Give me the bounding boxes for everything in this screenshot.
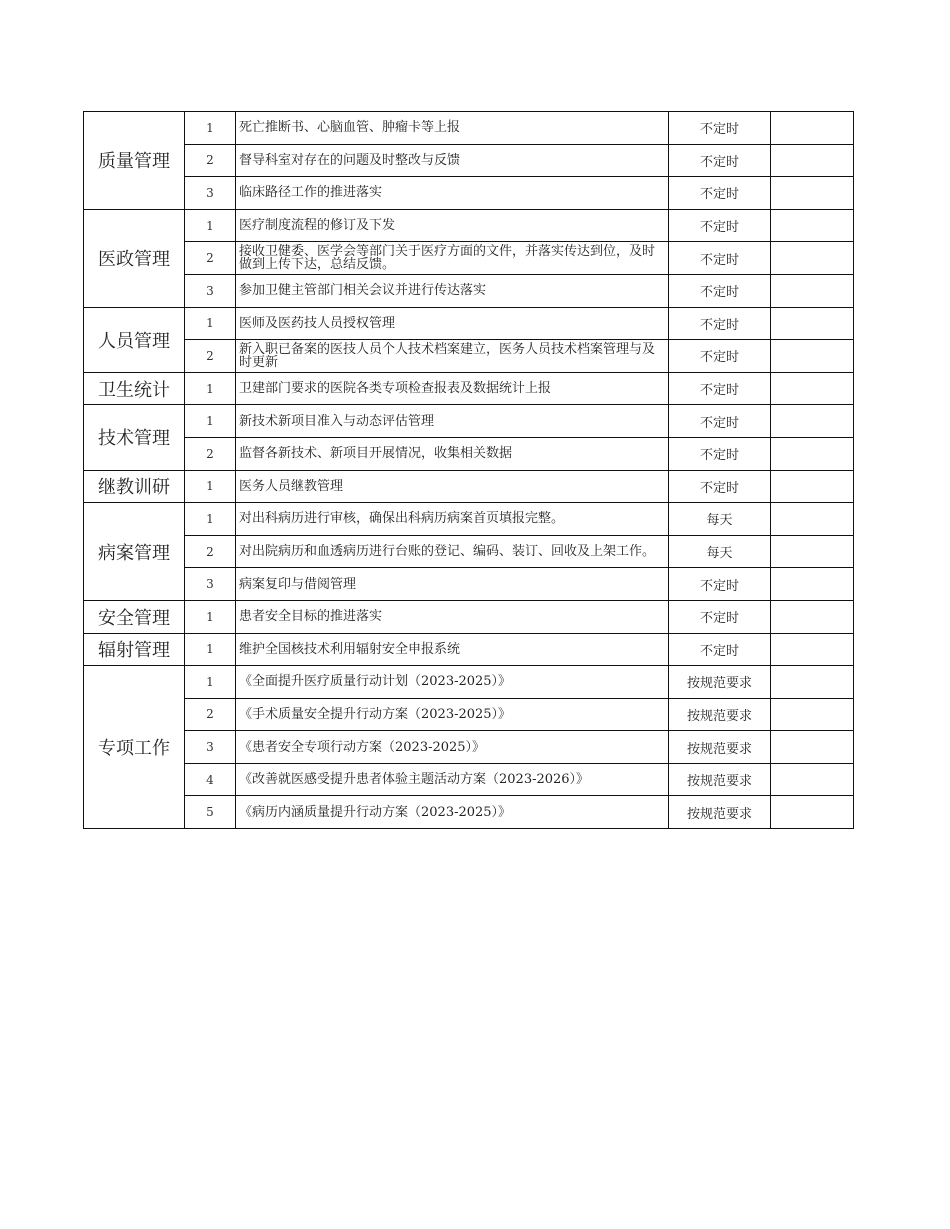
- task-description-cell: 参加卫健主管部门相关会议并进行传达落实: [236, 274, 669, 307]
- table-row: [84, 535, 854, 568]
- table-row: [84, 372, 854, 405]
- task-description-cell: 死亡推断书、心脑血管、肿瘤卡等上报: [236, 112, 669, 145]
- task-description-cell: 《改善就医感受提升患者体验主题活动方案（2023-2026）》: [236, 763, 669, 796]
- table-row: [84, 209, 854, 242]
- item-number-cell: 3: [185, 568, 236, 601]
- table-row: [84, 177, 854, 210]
- note-cell: [771, 340, 854, 373]
- frequency-cell: 按规范要求: [669, 763, 771, 796]
- task-description-cell: 对出科病历进行审核，确保出科病历病案首页填报完整。: [236, 503, 669, 536]
- table-row: [84, 796, 854, 829]
- frequency-cell: 不定时: [669, 405, 771, 438]
- table-row: [84, 568, 854, 601]
- task-description-cell: 医疗制度流程的修订及下发: [236, 209, 669, 242]
- category-cell: 安全管理: [84, 600, 185, 633]
- category-cell: 病案管理: [84, 503, 185, 601]
- item-number-cell: 4: [185, 763, 236, 796]
- task-description-cell: 新技术新项目准入与动态评估管理: [236, 405, 669, 438]
- item-number-cell: 1: [185, 600, 236, 633]
- category-cell: 技术管理: [84, 405, 185, 470]
- item-number-cell: 2: [185, 698, 236, 731]
- item-number-cell: 1: [185, 503, 236, 536]
- task-description-cell: 临床路径工作的推进落实: [236, 177, 669, 210]
- note-cell: [771, 763, 854, 796]
- table-row: [84, 437, 854, 470]
- task-description-cell: 接收卫健委、医学会等部门关于医疗方面的文件，并落实传达到位，及时做到上传下达，总结反馈。: [236, 242, 669, 275]
- frequency-cell: 不定时: [669, 437, 771, 470]
- task-description-cell: 《手术质量安全提升行动方案（2023-2025）》: [236, 698, 669, 731]
- note-cell: [771, 177, 854, 210]
- item-number-cell: 5: [185, 796, 236, 829]
- task-description-cell: 医师及医药技人员授权管理: [236, 307, 669, 340]
- item-number-cell: 2: [185, 242, 236, 275]
- frequency-cell: 不定时: [669, 144, 771, 177]
- frequency-cell: 按规范要求: [669, 731, 771, 764]
- task-description-cell: 病案复印与借阅管理: [236, 568, 669, 601]
- task-description-cell: 《全面提升医疗质量行动计划（2023-2025）》: [236, 666, 669, 699]
- frequency-cell: 按规范要求: [669, 796, 771, 829]
- item-number-cell: 1: [185, 666, 236, 699]
- item-number-cell: 1: [185, 470, 236, 503]
- category-cell: 卫生统计: [84, 372, 185, 405]
- frequency-cell: 按规范要求: [669, 666, 771, 699]
- item-number-cell: 2: [185, 340, 236, 373]
- work-plan-table-body: [84, 112, 854, 829]
- table-row: [84, 698, 854, 731]
- table-row: [84, 274, 854, 307]
- frequency-cell: 不定时: [669, 209, 771, 242]
- frequency-cell: 按规范要求: [669, 698, 771, 731]
- note-cell: [771, 633, 854, 666]
- table-row: [84, 242, 854, 275]
- task-description-cell: 卫建部门要求的医院各类专项检查报表及数据统计上报: [236, 372, 669, 405]
- frequency-cell: 不定时: [669, 600, 771, 633]
- category-cell: 质量管理: [84, 112, 185, 210]
- category-cell: 医政管理: [84, 209, 185, 307]
- table-row: [84, 112, 854, 145]
- note-cell: [771, 666, 854, 699]
- frequency-cell: 不定时: [669, 307, 771, 340]
- task-description-cell: 《患者安全专项行动方案（2023-2025）》: [236, 731, 669, 764]
- table-row: [84, 600, 854, 633]
- note-cell: [771, 372, 854, 405]
- table-row: [84, 470, 854, 503]
- note-cell: [771, 274, 854, 307]
- item-number-cell: 3: [185, 731, 236, 764]
- item-number-cell: 1: [185, 209, 236, 242]
- table-row: [84, 763, 854, 796]
- task-description-cell: 医务人员继教管理: [236, 470, 669, 503]
- note-cell: [771, 470, 854, 503]
- table-row: [84, 144, 854, 177]
- note-cell: [771, 437, 854, 470]
- note-cell: [771, 535, 854, 568]
- item-number-cell: 2: [185, 535, 236, 568]
- frequency-cell: 不定时: [669, 340, 771, 373]
- note-cell: [771, 568, 854, 601]
- note-cell: [771, 242, 854, 275]
- table-row: [84, 307, 854, 340]
- task-description-cell: 督导科室对存在的问题及时整改与反馈: [236, 144, 669, 177]
- frequency-cell: 不定时: [669, 470, 771, 503]
- table-row: [84, 633, 854, 666]
- item-number-cell: 1: [185, 112, 236, 145]
- task-description-cell: 维护全国核技术利用辐射安全申报系统: [236, 633, 669, 666]
- frequency-cell: 不定时: [669, 242, 771, 275]
- work-plan-table: [83, 111, 854, 829]
- note-cell: [771, 144, 854, 177]
- note-cell: [771, 405, 854, 438]
- table-row: [84, 666, 854, 699]
- note-cell: [771, 503, 854, 536]
- frequency-cell: 不定时: [669, 112, 771, 145]
- table-row: [84, 731, 854, 764]
- frequency-cell: 每天: [669, 535, 771, 568]
- frequency-cell: 不定时: [669, 177, 771, 210]
- note-cell: [771, 698, 854, 731]
- note-cell: [771, 796, 854, 829]
- table-row: [84, 405, 854, 438]
- task-description-cell: 《病历内涵质量提升行动方案（2023-2025）》: [236, 796, 669, 829]
- note-cell: [771, 600, 854, 633]
- item-number-cell: 1: [185, 633, 236, 666]
- frequency-cell: 不定时: [669, 274, 771, 307]
- frequency-cell: 不定时: [669, 633, 771, 666]
- item-number-cell: 1: [185, 372, 236, 405]
- note-cell: [771, 209, 854, 242]
- task-description-cell: 监督各新技术、新项目开展情况，收集相关数据: [236, 437, 669, 470]
- table-row: [84, 340, 854, 373]
- note-cell: [771, 112, 854, 145]
- frequency-cell: 不定时: [669, 372, 771, 405]
- category-cell: 辐射管理: [84, 633, 185, 666]
- frequency-cell: 每天: [669, 503, 771, 536]
- task-description-cell: 患者安全目标的推进落实: [236, 600, 669, 633]
- note-cell: [771, 731, 854, 764]
- category-cell: 人员管理: [84, 307, 185, 372]
- item-number-cell: 1: [185, 405, 236, 438]
- task-description-cell: 新入职已备案的医技人员个人技术档案建立，医务人员技术档案管理与及时更新: [236, 340, 669, 373]
- item-number-cell: 2: [185, 437, 236, 470]
- category-cell: 继教训研: [84, 470, 185, 503]
- note-cell: [771, 307, 854, 340]
- category-cell: 专项工作: [84, 666, 185, 829]
- item-number-cell: 3: [185, 274, 236, 307]
- frequency-cell: 不定时: [669, 568, 771, 601]
- task-description-cell: 对出院病历和血透病历进行台账的登记、编码、装订、回收及上架工作。: [236, 535, 669, 568]
- table-row: [84, 503, 854, 536]
- item-number-cell: 2: [185, 144, 236, 177]
- item-number-cell: 3: [185, 177, 236, 210]
- item-number-cell: 1: [185, 307, 236, 340]
